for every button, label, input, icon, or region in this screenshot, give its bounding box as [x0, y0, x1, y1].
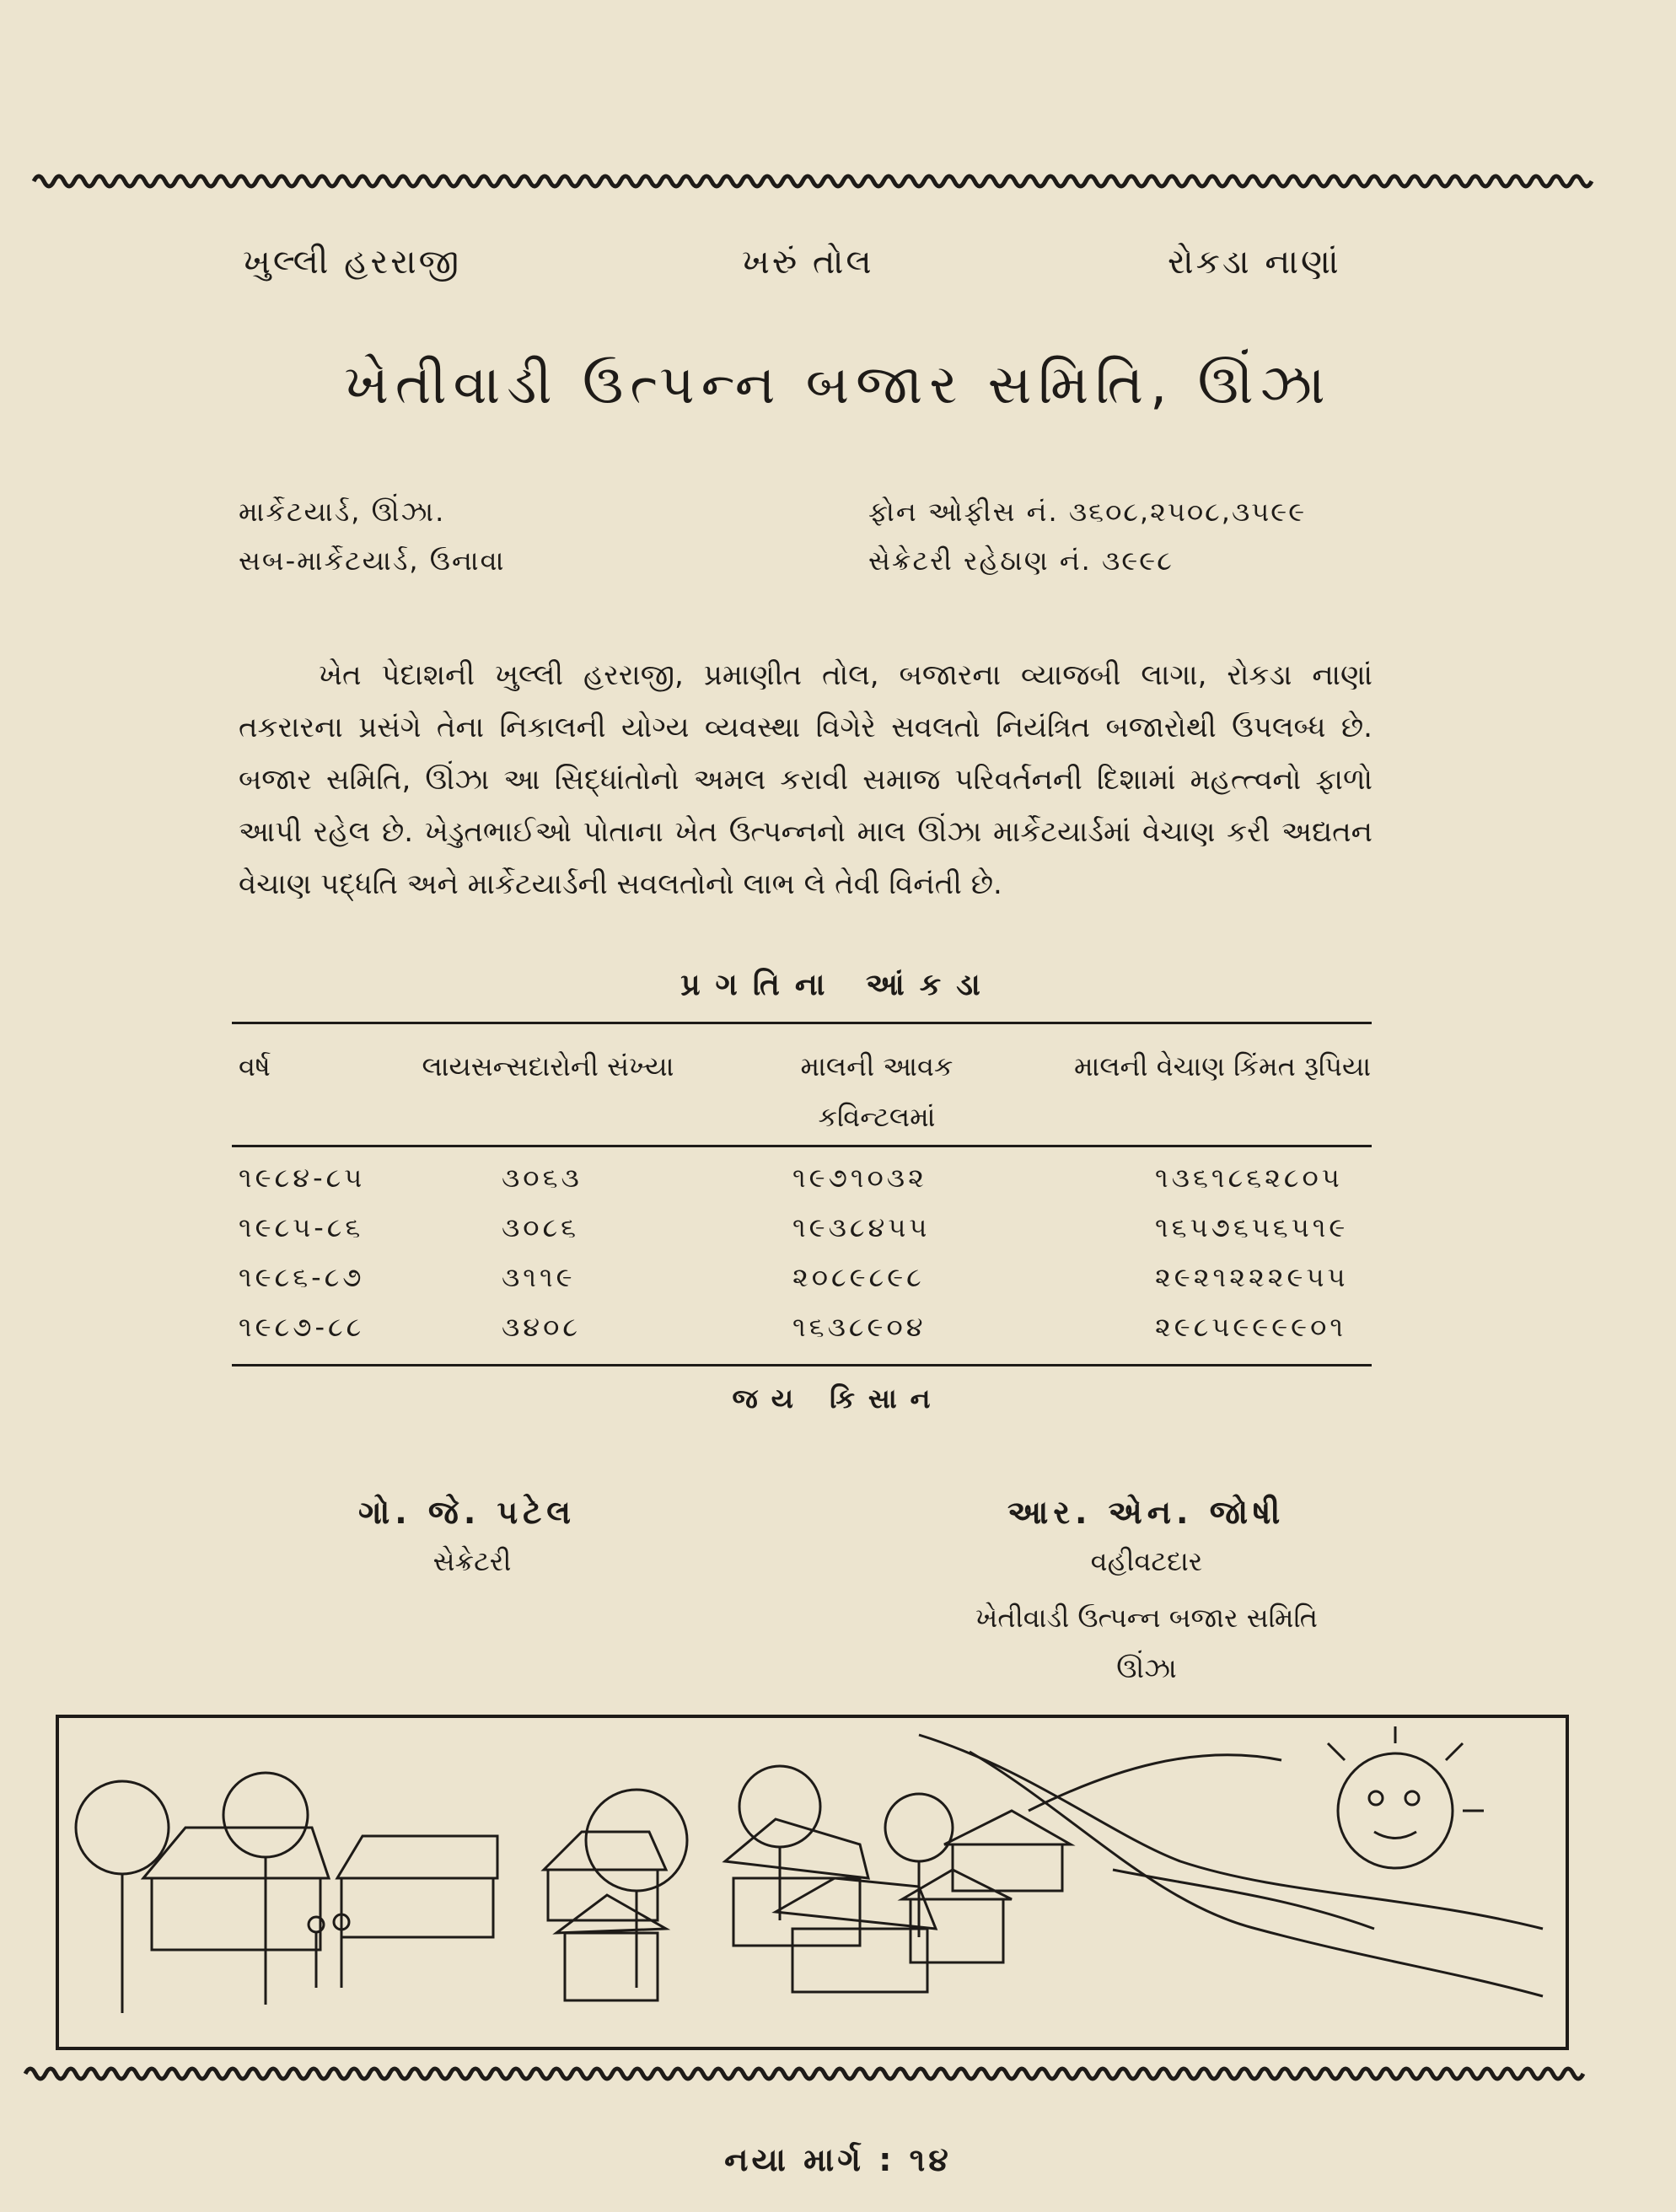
- intro-paragraph: ખેત પેદાશની ખુલ્લી હરરાજી, પ્રમાણીત તોલ, બજારના વ્યાજબી લાગા, રોકડા નાણાં તકરારના પ્રસંગે તેના નિકાલની યોગ્ય વ્યવસ્થા વિગેરે સવલતો નિયંત્રિત બજારોથી ઉપલબ્ધ છે. બજાર સમિતિ, ઊંઝા આ સિદ્ધાંતોનો અમલ કરાવી સમાજ પરિવર્તનની દિશામાં મહત્ત્વનો ફાળો આપી રહેલ છે. ખેડુતભાઈઓ પોતાના ખેત ઉત્પન્નનો માલ ઊંઝા માર્કેટયાર્ડમાં વેચાણ કરી અદ્યતન વેચાણ પદ્ધતિ અને માર્કેટયાર્ડની સવલતોનો લાભ લે તેવી વિનંતી છે.: [239, 658, 1372, 901]
- cell-arrival: ૨૦૮૯૮૯૮: [792, 1261, 925, 1293]
- cell-year: ૧૯૮૪-૮૫: [239, 1162, 366, 1194]
- page-title: ખેતીવાડી ઉત્પન્ન બજાર સમિતિ, ઊંઝા: [344, 354, 1332, 416]
- tagline-cash-payment: રોકડા નાણાં: [1168, 243, 1341, 282]
- cell-sale-value: ૧૬૫૭૬૫૬૫૧૯: [1155, 1211, 1349, 1243]
- secretary-phone: સેક્રેટરી રહેઠાણ નં. ૩૯૯૮: [868, 545, 1174, 577]
- table-top-rule: [232, 1022, 1372, 1024]
- signatory-right-place: ઊંઝા: [1116, 1652, 1177, 1684]
- cell-year: ૧૯૮૫-૮૬: [239, 1211, 364, 1243]
- signatory-left-name: ગો. જે. પટેલ: [358, 1494, 577, 1531]
- cell-arrival: ૧૯૩૮૪૫૫: [792, 1211, 931, 1243]
- signatory-right-role: વહીવટદાર: [1090, 1545, 1203, 1577]
- cell-license-holders: ૩૪૦૮: [502, 1311, 582, 1343]
- cell-sale-value: ૧૩૬૧૮૬૨૮૦૫: [1155, 1162, 1343, 1194]
- village-line-drawing: [59, 1718, 1566, 2047]
- col-header-license-holders: લાયસન્સદારોની સંખ્યા: [422, 1050, 674, 1082]
- bottom-ornamental-border: [0, 2059, 1676, 2088]
- col-header-arrival-quintal: માલની આવક કવિન્ટલમાં: [800, 1050, 953, 1133]
- market-yard-address: માર્કેટયાર્ડ, ઊંઝા.: [239, 496, 446, 528]
- progress-table-heading: પ્રગતિના આંકડા: [680, 968, 996, 1002]
- col-header-year: વર્ષ: [239, 1050, 271, 1082]
- closing-jai-kisan: જય કિસાન: [732, 1382, 944, 1415]
- cell-license-holders: ૩૦૬૩: [502, 1162, 583, 1194]
- cell-arrival: ૧૯૭૧૦૩૨: [792, 1162, 927, 1194]
- table-header-rule: [232, 1145, 1372, 1147]
- top-ornamental-border: [0, 167, 1676, 196]
- tagline-open-auction: ખુલ્લી હરરાજી: [243, 243, 462, 282]
- cell-license-holders: ૩૦૮૬: [502, 1211, 580, 1243]
- office-phone: ફોન ઓફીસ નં. ૩૬૦૮,૨૫૦૮,૩૫૯૯: [868, 496, 1307, 528]
- table-bottom-rule: [232, 1364, 1372, 1366]
- col-header-sale-value-rupees: માલની વેચાણ કિંમત રૂપિયા: [1073, 1050, 1372, 1082]
- cell-license-holders: ૩૧૧૯: [502, 1261, 576, 1293]
- sub-market-yard-address: સબ-માર્કેટયાર્ડ, ઉનાવા: [239, 545, 506, 577]
- cell-year: ૧૯૮૬-૮૭: [239, 1261, 365, 1293]
- signatory-right-name: આર. એન. જોષી: [1007, 1494, 1286, 1531]
- cell-sale-value: ૨૯૮૫૯૯૯૯૦૧: [1155, 1311, 1347, 1343]
- cell-sale-value: ૨૯૨૧૨૨૨૯૫૫: [1155, 1261, 1349, 1293]
- tagline-true-weight: ખરું તોલ: [742, 243, 874, 282]
- village-illustration: [56, 1715, 1569, 2050]
- page-footer: નયા માર્ગ : ૧૪: [724, 2141, 952, 2178]
- signatory-left-role: સેક્રેટરી: [432, 1545, 512, 1577]
- cell-arrival: ૧૬૩૮૯૦૪: [792, 1311, 927, 1343]
- signatory-right-organisation: ખેતીવાડી ઉત્પન્ન બજાર સમિતિ: [975, 1602, 1318, 1634]
- cell-year: ૧૯૮૭-૮૮: [239, 1311, 365, 1343]
